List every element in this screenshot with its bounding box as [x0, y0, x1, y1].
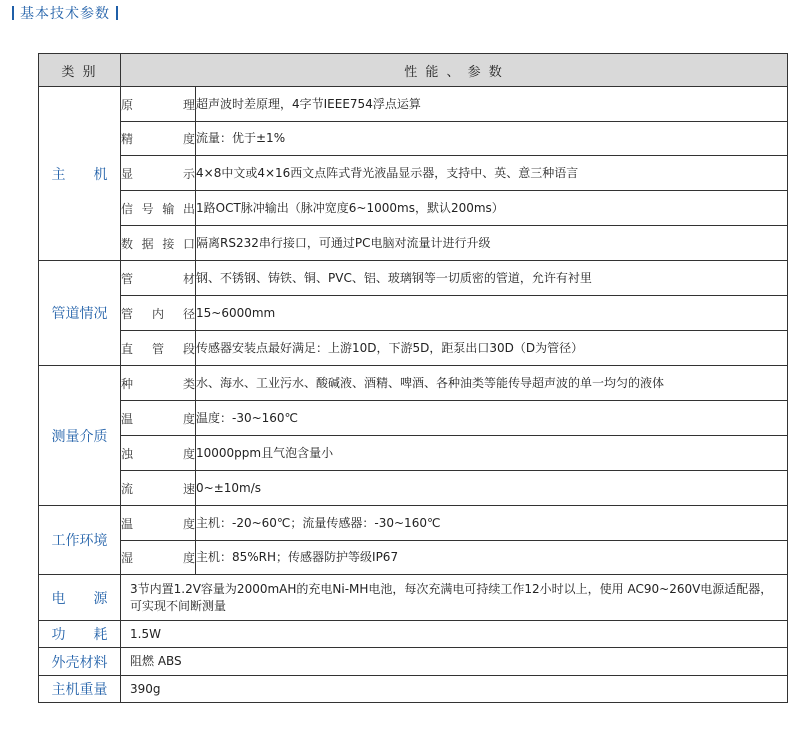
table-row	[39, 648, 788, 676]
category-pipe: 管道情况	[39, 261, 121, 366]
category-host: 主 机	[39, 87, 121, 261]
row-value: 1路OCT脉冲输出（脉冲宽度6~1000ms，默认200ms）	[196, 191, 788, 226]
row-value: 传感器安装点最好满足：上游10D，下游5D，距泵出口30D（D为管径）	[196, 331, 788, 366]
table-row	[39, 541, 788, 575]
row-value: 超声波时差原理，4字节IEEE754浮点运算	[196, 87, 788, 122]
table-row	[39, 471, 788, 506]
row-label: 数据接口	[121, 226, 196, 261]
header-performance: 性 能 、 参 数	[121, 54, 788, 87]
row-label: 管内径	[121, 296, 196, 331]
table-row	[39, 87, 788, 122]
category-housing: 外壳材料	[39, 648, 121, 676]
table-row	[39, 506, 788, 541]
row-value: 3节内置1.2V容量为2000mAH的充电Ni-MH电池，每次充满电可持续工作12小时以上，使用 AC90~260V电源适配器，可实现不间断测量	[121, 575, 788, 621]
row-value: 15~6000mm	[196, 296, 788, 331]
row-label: 温度	[121, 401, 196, 436]
table-row	[39, 122, 788, 156]
header-category: 类 别	[39, 54, 121, 87]
row-value: 流量：优于±1%	[196, 122, 788, 156]
row-label: 信号输出	[121, 191, 196, 226]
row-value: 阻燃 ABS	[121, 648, 788, 676]
table-header-row	[39, 54, 788, 87]
row-value: 温度：-30~160℃	[196, 401, 788, 436]
title-bar-left	[12, 6, 14, 20]
row-label: 精度	[121, 122, 196, 156]
row-label: 流速	[121, 471, 196, 506]
table-row	[39, 331, 788, 366]
category-power: 电 源	[39, 575, 121, 621]
row-value: 4×8中文或4×16西文点阵式背光液晶显示器，支持中、英、意三种语言	[196, 156, 788, 191]
row-value: 0~±10m/s	[196, 471, 788, 506]
row-value: 钢、不锈钢、铸铁、铜、PVC、铝、玻璃钢等一切质密的管道，允许有衬里	[196, 261, 788, 296]
row-value: 水、海水、工业污水、酸碱液、酒精、啤酒、各种油类等能传导超声波的单一均匀的液体	[196, 366, 788, 401]
table-row	[39, 621, 788, 648]
row-value: 隔离RS232串行接口，可通过PC电脑对流量计进行升级	[196, 226, 788, 261]
table-row	[39, 296, 788, 331]
title-bar-right	[116, 6, 118, 20]
row-value: 10000ppm且气泡含量小	[196, 436, 788, 471]
row-label: 温度	[121, 506, 196, 541]
table-row	[39, 226, 788, 261]
section-title	[6, 4, 124, 24]
row-value: 主机：-20~60℃；流量传感器：-30~160℃	[196, 506, 788, 541]
row-label: 管材	[121, 261, 196, 296]
row-label: 浊度	[121, 436, 196, 471]
category-weight: 主机重量	[39, 676, 121, 703]
row-value: 主机：85%RH；传感器防护等级IP67	[196, 541, 788, 575]
table-row	[39, 156, 788, 191]
section-title-text: 基本技术参数	[20, 6, 110, 22]
table-row	[39, 575, 788, 621]
category-medium: 测量介质	[39, 366, 121, 506]
category-environment: 工作环境	[39, 506, 121, 575]
table-row	[39, 366, 788, 401]
row-label: 湿度	[121, 541, 196, 575]
row-label: 显示	[121, 156, 196, 191]
table-row	[39, 436, 788, 471]
spec-table	[38, 53, 788, 703]
row-label: 种类	[121, 366, 196, 401]
row-label: 直管段	[121, 331, 196, 366]
row-label: 原理	[121, 87, 196, 122]
table-row	[39, 191, 788, 226]
table-row	[39, 261, 788, 296]
row-value: 1.5W	[121, 621, 788, 648]
row-value: 390g	[121, 676, 788, 703]
table-row	[39, 676, 788, 703]
table-row	[39, 401, 788, 436]
category-consumption: 功 耗	[39, 621, 121, 648]
